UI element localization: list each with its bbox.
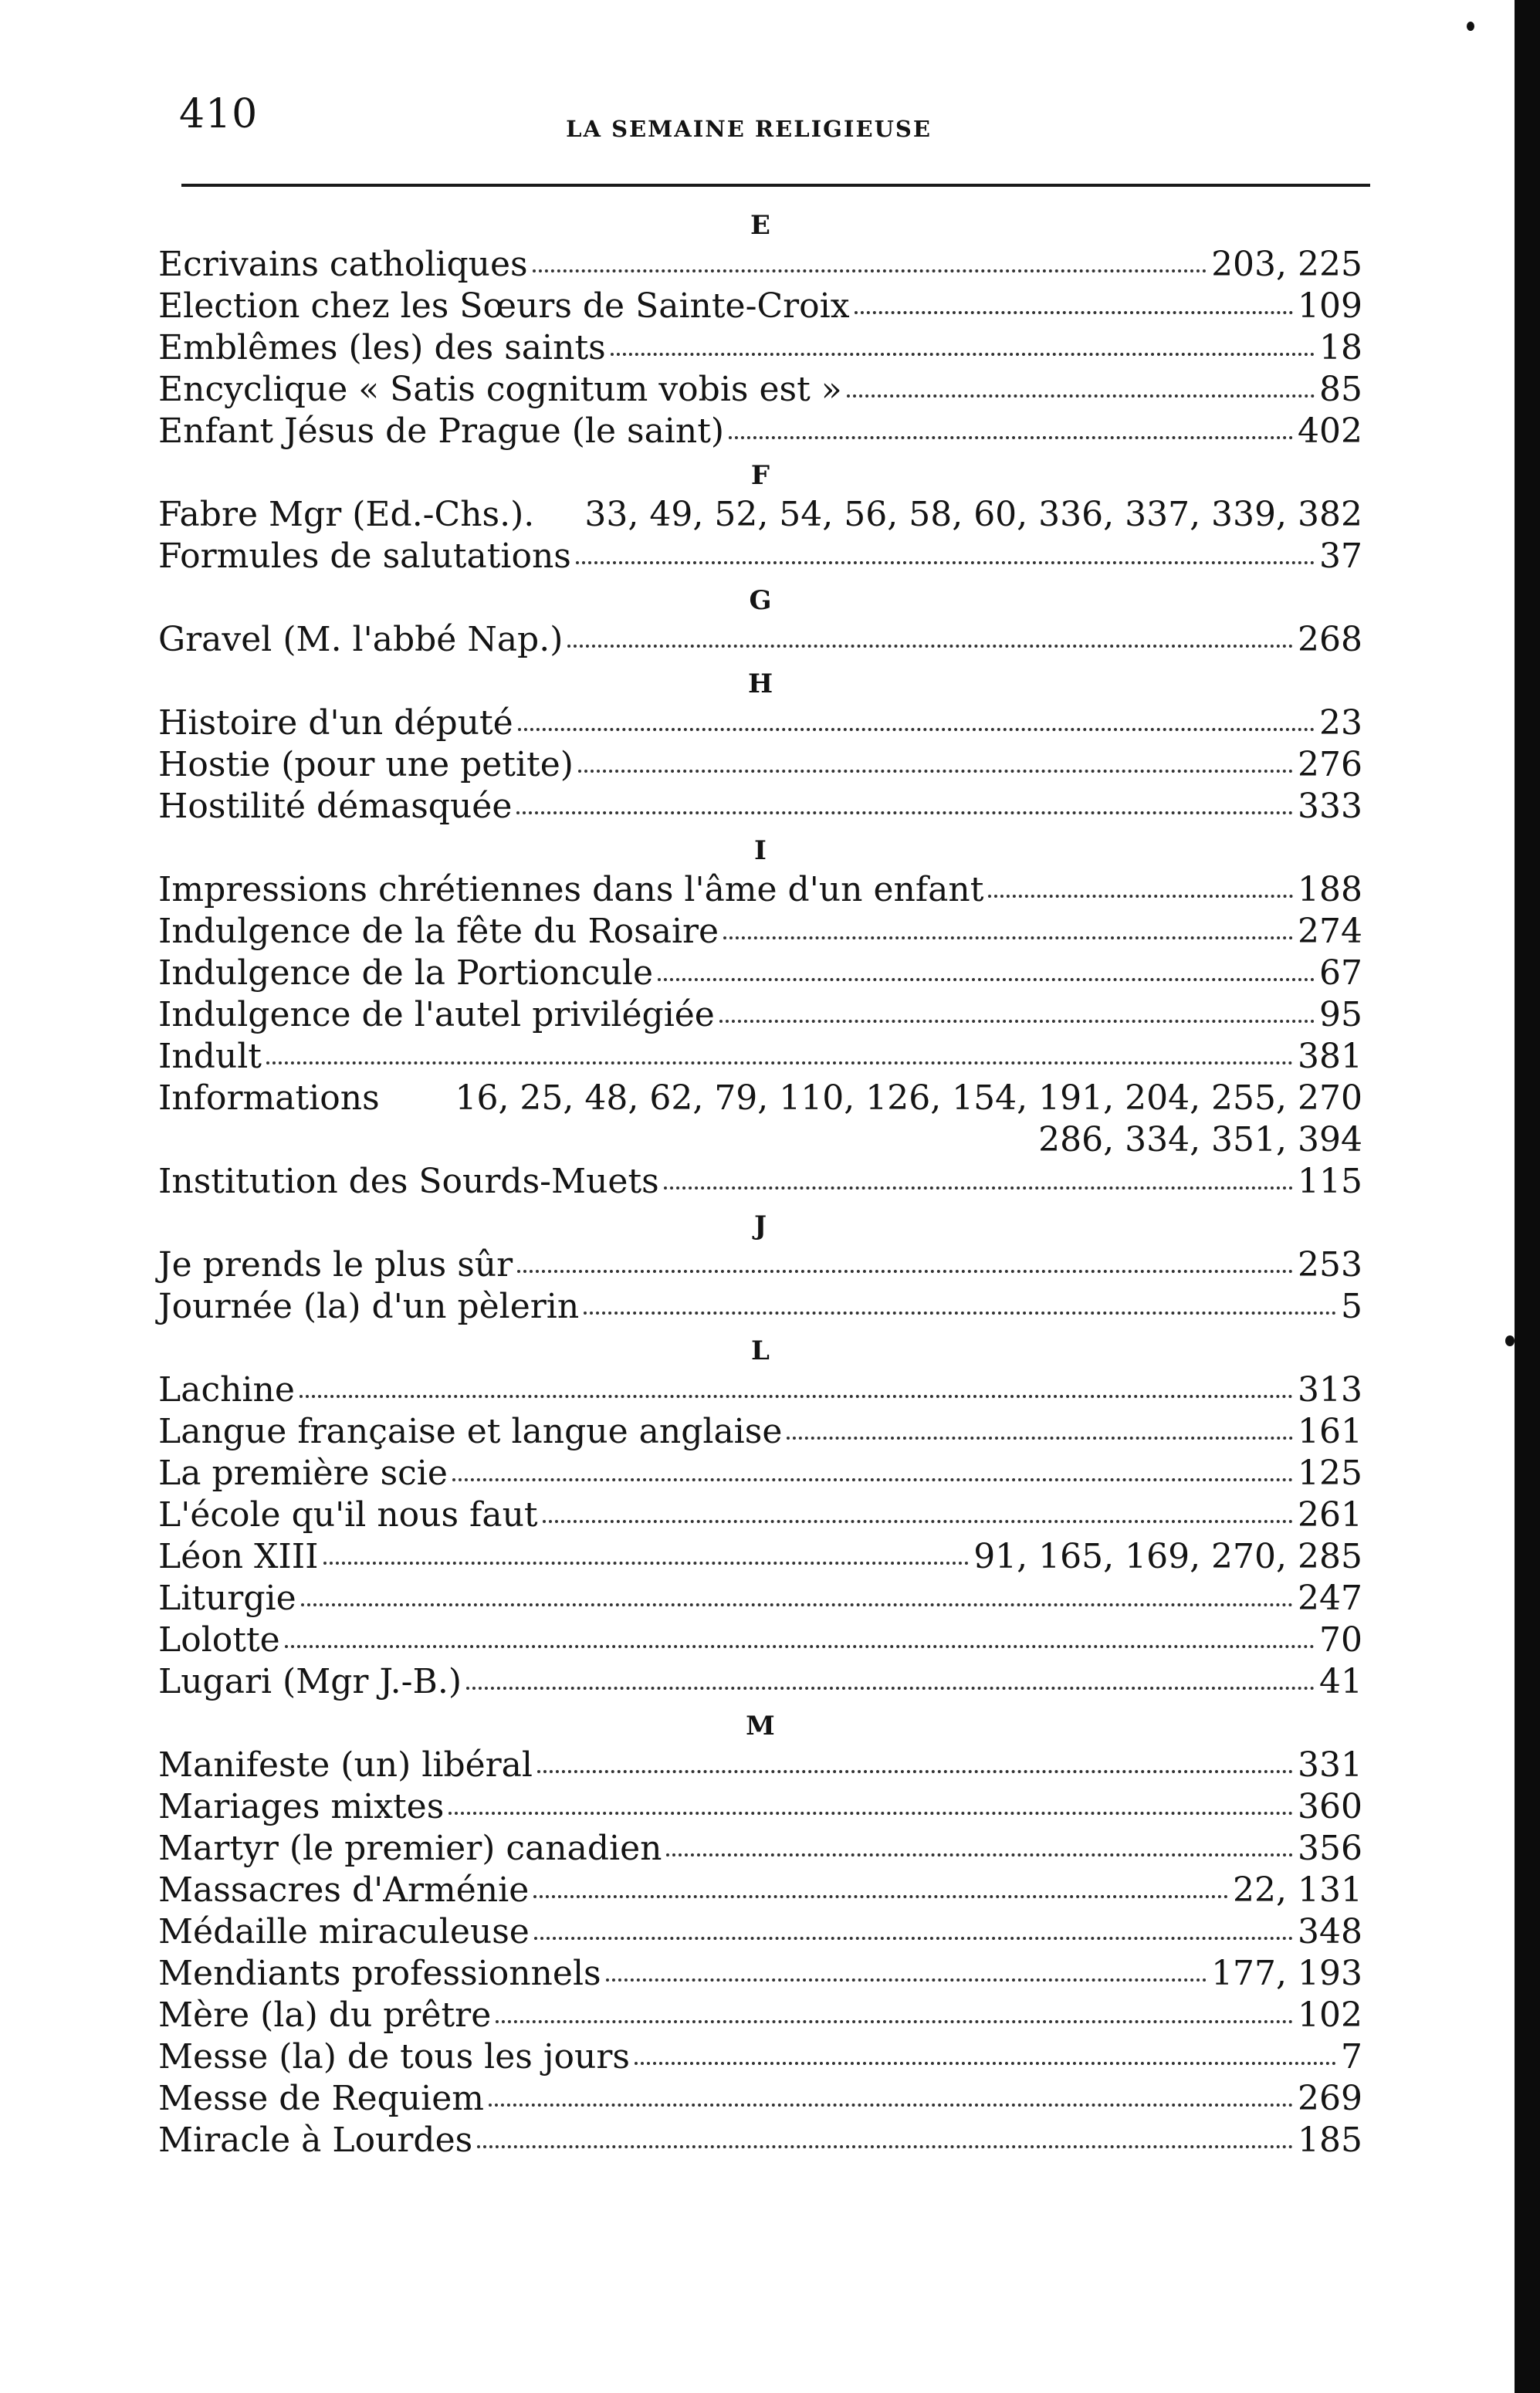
header-rule: [181, 184, 1370, 187]
ink-speck: [1467, 22, 1474, 31]
entry-title: Indulgence de l'autel privilégiée: [158, 995, 715, 1034]
entry-title: Mendiants professionnels: [158, 1954, 601, 1993]
dot-leader: [666, 1853, 1293, 1857]
index-entry: [158, 2036, 1362, 2078]
index-entry: [158, 1369, 1362, 1411]
entry-title: Mariages mixtes: [158, 1787, 445, 1826]
index-entry: [158, 1661, 1362, 1703]
dot-leader: [266, 1061, 1293, 1064]
dot-leader: [534, 1937, 1293, 1940]
index-entry: [158, 369, 1362, 411]
entry-title: Ecrivains catholiques: [158, 245, 528, 284]
entry-pages: 177, 193: [1211, 1954, 1362, 1993]
dot-leader: [578, 770, 1293, 773]
index-entry: [158, 411, 1362, 452]
entry-title: La première scie: [158, 1454, 448, 1493]
entry-pages: 5: [1341, 1287, 1362, 1326]
dot-leader: [723, 936, 1293, 939]
index-entry: [158, 536, 1362, 577]
section-letter: H: [747, 668, 773, 699]
dot-leader: [466, 1687, 1315, 1690]
entry-pages: 356: [1298, 1829, 1362, 1868]
index-entry: [158, 994, 1362, 1036]
section-letter: F: [750, 460, 770, 491]
entry-pages: 125: [1298, 1454, 1362, 1493]
entry-title: Liturgie: [158, 1579, 296, 1618]
entry-title: Je prends le plus sûr: [158, 1245, 513, 1285]
dot-leader: [516, 811, 1293, 814]
entry-pages: 67: [1319, 953, 1362, 993]
entry-pages: 381: [1298, 1037, 1362, 1076]
entry-pages: 33, 49, 52, 54, 56, 58, 60, 336, 337, 339, 382: [584, 495, 1362, 534]
entry-title: Martyr (le premier) canadien: [158, 1829, 662, 1868]
section-letter: J: [753, 1210, 767, 1241]
entry-title: Léon XIII: [158, 1537, 319, 1576]
index-entry: [158, 744, 1362, 786]
entry-pages: 41: [1319, 1662, 1362, 1701]
dot-leader: [452, 1478, 1293, 1481]
binding-edge: [1515, 0, 1540, 2393]
entry-pages: 70: [1319, 1620, 1362, 1660]
index-entry: [158, 1536, 1362, 1578]
index-entry: [158, 1036, 1362, 1078]
entry-title: Emblêmes (les) des saints: [158, 328, 606, 367]
index-entry: [158, 1078, 1362, 1119]
index-entry: [158, 1745, 1362, 1786]
entry-pages: 331: [1298, 1745, 1362, 1785]
entry-title: Impressions chrétiennes dans l'âme d'un enfant: [158, 870, 984, 909]
entry-pages: 313: [1298, 1370, 1362, 1410]
entry-title: Messe de Requiem: [158, 2079, 484, 2118]
dot-leader: [518, 728, 1315, 731]
index-entry: [158, 953, 1362, 994]
index-entry: [158, 1411, 1362, 1453]
running-title: LA SEMAINE RELIGIEUSE: [566, 116, 932, 142]
entry-title: Indulgence de la Portioncule: [158, 953, 654, 993]
index-entry: [158, 1286, 1362, 1328]
index-entry: [158, 1995, 1362, 2036]
dot-leader: [533, 1895, 1228, 1898]
dot-leader: [567, 645, 1293, 648]
index-entry: [158, 1911, 1362, 1953]
entry-pages: 203, 225: [1211, 245, 1362, 284]
entry-title: Indult: [158, 1037, 262, 1076]
index-entry: [158, 702, 1362, 744]
entry-pages: 22, 131: [1233, 1870, 1362, 1910]
entry-pages: 7: [1341, 2037, 1362, 2077]
dot-leader: [533, 269, 1207, 272]
entry-title: Journée (la) d'un pèlerin: [158, 1287, 580, 1326]
entry-title: Gravel (M. l'abbé Nap.): [158, 620, 564, 659]
entry-title: Lugari (Mgr J.-B.): [158, 1662, 462, 1701]
dot-leader: [517, 1270, 1293, 1273]
entry-pages: 95: [1319, 995, 1362, 1034]
entry-pages: 115: [1298, 1162, 1362, 1201]
dot-leader: [537, 1770, 1293, 1773]
entry-pages: 253: [1298, 1245, 1362, 1285]
dot-leader: [664, 1186, 1293, 1190]
index-entry: [158, 619, 1362, 661]
entry-pages: 247: [1298, 1579, 1362, 1618]
dot-leader: [489, 2104, 1293, 2107]
section-letter: I: [754, 835, 767, 866]
entry-pages: 261: [1298, 1495, 1362, 1535]
entry-title: Histoire d'un député: [158, 703, 513, 743]
entry-pages: 16, 25, 48, 62, 79, 110, 126, 154, 191, 204, 255, 270: [455, 1078, 1362, 1118]
entry-pages: 109: [1298, 286, 1362, 326]
entry-pages: 23: [1319, 703, 1362, 743]
entry-pages: 274: [1298, 912, 1362, 951]
index-entry: [158, 2078, 1362, 2120]
dot-leader: [847, 394, 1315, 398]
index-entry: [158, 2120, 1362, 2161]
entry-title: Massacres d'Arménie: [158, 1870, 530, 1910]
entry-title: Encyclique « Satis cognitum vobis est »: [158, 370, 842, 409]
entry-title: Formules de salutations: [158, 536, 571, 576]
entry-title: Informations: [158, 1078, 380, 1118]
dot-leader: [719, 1020, 1315, 1023]
index-entry: [158, 1953, 1362, 1995]
dot-leader: [658, 978, 1315, 981]
entry-pages: 102: [1298, 1995, 1362, 2035]
section-letter: M: [746, 1711, 775, 1741]
index-entry: [158, 1244, 1362, 1286]
dot-leader: [301, 1603, 1293, 1606]
entry-pages: 91, 165, 169, 270, 285: [973, 1537, 1362, 1576]
index-entry: [158, 1578, 1362, 1620]
dot-leader: [635, 2062, 1336, 2065]
index-entry: [158, 1828, 1362, 1870]
entry-title: Miracle à Lourdes: [158, 2121, 473, 2160]
entry-pages: 18: [1319, 328, 1362, 367]
entry-title: Médaille miraculeuse: [158, 1912, 530, 1951]
dot-leader: [300, 1395, 1293, 1398]
entry-pages: 161: [1298, 1412, 1362, 1451]
entry-title: Fabre Mgr (Ed.-Chs.).: [158, 495, 535, 534]
dot-leader: [323, 1562, 970, 1565]
entry-pages: 185: [1298, 2121, 1362, 2160]
entry-pages: 268: [1298, 620, 1362, 659]
dot-leader: [576, 561, 1315, 564]
index-entry: [158, 1870, 1362, 1911]
dot-leader: [448, 1812, 1293, 1815]
entry-pages: 188: [1298, 870, 1362, 909]
entry-pages: 333: [1298, 787, 1362, 826]
dot-leader: [584, 1312, 1336, 1315]
entry-title: Langue française et langue anglaise: [158, 1412, 783, 1451]
ink-speck: [1505, 1335, 1515, 1346]
entry-title: Lolotte: [158, 1620, 280, 1660]
entry-title: Election chez les Sœurs de Sainte-Croix: [158, 286, 850, 326]
dot-leader: [543, 1520, 1293, 1523]
dot-leader: [477, 2145, 1293, 2148]
entry-pages: 85: [1319, 370, 1362, 409]
entry-pages: 286, 334, 351, 394: [1038, 1120, 1362, 1159]
dot-leader: [787, 1437, 1293, 1440]
entry-title: Indulgence de la fête du Rosaire: [158, 912, 719, 951]
index-entry: [158, 786, 1362, 828]
entry-title: Lachine: [158, 1370, 295, 1410]
dot-leader: [611, 353, 1315, 356]
dot-leader: [606, 1978, 1207, 1982]
index-entry: [158, 1786, 1362, 1828]
index-entry: [158, 1119, 1362, 1161]
entry-pages: 360: [1298, 1787, 1362, 1826]
entry-pages: 402: [1298, 411, 1362, 451]
entry-pages: 269: [1298, 2079, 1362, 2118]
index-entry: [158, 1494, 1362, 1536]
section-letter: G: [749, 585, 772, 616]
dot-leader: [285, 1645, 1315, 1648]
dot-leader: [729, 436, 1293, 439]
index-entry: [158, 911, 1362, 953]
page-number: 410: [179, 91, 259, 137]
entry-title: Manifeste (un) libéral: [158, 1745, 533, 1785]
entry-title: L'école qu'il nous faut: [158, 1495, 538, 1535]
index-entry: [158, 494, 1362, 536]
entry-pages: 37: [1319, 536, 1362, 576]
index-entry: [158, 1620, 1362, 1661]
section-letter: E: [750, 210, 770, 241]
index-entry: [158, 1161, 1362, 1203]
index-entry: [158, 286, 1362, 327]
section-letter: L: [751, 1335, 770, 1366]
entry-title: Enfant Jésus de Prague (le saint): [158, 411, 725, 451]
entry-title: Mère (la) du prêtre: [158, 1995, 492, 2035]
dot-leader: [855, 311, 1293, 314]
dot-leader: [988, 895, 1293, 898]
index-list: [158, 202, 1362, 2161]
entry-title: Hostie (pour une petite): [158, 745, 574, 784]
entry-pages: 276: [1298, 745, 1362, 784]
index-entry: [158, 1453, 1362, 1494]
entry-title: Messe (la) de tous les jours: [158, 2037, 630, 2077]
entry-title: Institution des Sourds-Muets: [158, 1162, 659, 1201]
index-entry: [158, 244, 1362, 286]
index-entry: [158, 327, 1362, 369]
index-entry: [158, 869, 1362, 911]
entry-title: Hostilité démasquée: [158, 787, 513, 826]
dot-leader: [496, 2020, 1293, 2023]
entry-pages: 348: [1298, 1912, 1362, 1951]
